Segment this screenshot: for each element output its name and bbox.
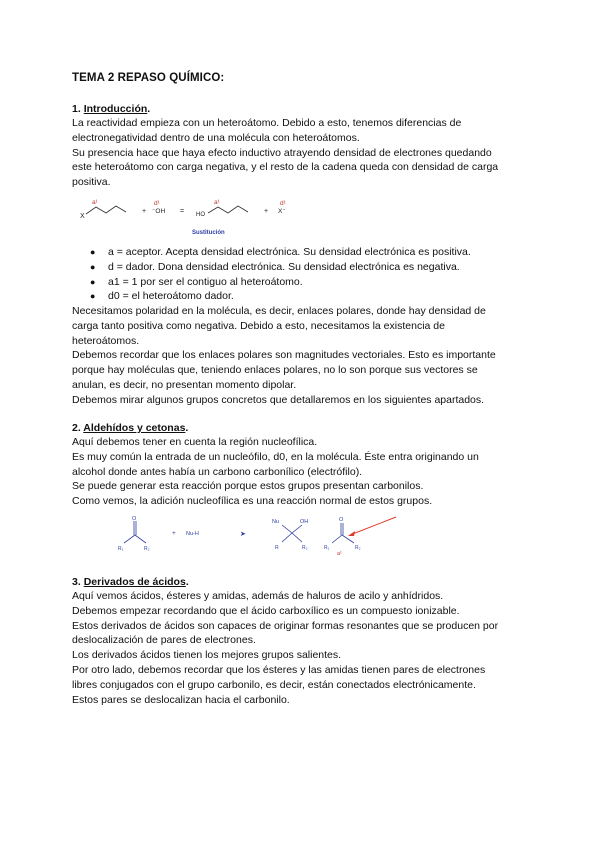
section-title-suffix: . xyxy=(147,103,151,115)
section-1-paragraph-b xyxy=(72,304,532,408)
list-item: ● a1 = 1 por ser el contiguo al heteroátomo. xyxy=(90,275,303,288)
text-line: Por otro lado, debemos recordar que los ésteres y las amidas tienen pares de electrones xyxy=(72,663,486,676)
text-line: heteroátomos. xyxy=(72,334,140,347)
text-line: Debemos empezar recordando que el ácido carboxílico es un compuesto ionizable. xyxy=(72,604,460,617)
label-d1-2: d¹ xyxy=(280,200,286,207)
product-label-a1: a¹ xyxy=(214,199,220,206)
section-1-heading xyxy=(72,103,150,115)
section-1-paragraph-a xyxy=(72,116,532,190)
text-line: Debemos mirar algunos grupos concretos que detallaremos en los siguientes apartados. xyxy=(72,393,485,406)
bullet-icon: ● xyxy=(90,247,96,257)
addition-product xyxy=(282,525,302,542)
bullet-icon: ● xyxy=(90,291,96,302)
carbonyl-with-arrow xyxy=(332,523,354,543)
text-line: Su presencia hace que haya efecto inductivo atrayendo densidad de electrones quedando xyxy=(72,146,492,159)
text-line: Debemos recordar que los enlaces polares son magnitudes vectoriales. Esto es importante xyxy=(72,349,496,362)
text-line: libres conjugados con el grupo carbonilo, es decir, están conectados electrónicamente. xyxy=(72,678,476,691)
text-line: Aquí debemos tener en cuenta la región nucleofílica. xyxy=(72,436,318,448)
section-title: Introducción xyxy=(83,103,148,115)
product-chain xyxy=(208,206,248,213)
text-line: Como vemos, la adición nucleofílica es una reacción normal de estos grupos. xyxy=(72,495,433,508)
section-title: Aldehídos y cetonas xyxy=(83,422,186,434)
section-3-heading xyxy=(72,576,189,588)
text-line: alcohol donde antes había un carbono carbonílico (electrófilo). xyxy=(72,465,363,478)
text-line: Estos pares se deslocalizan hacia el carbonilo. xyxy=(72,693,290,706)
red-arrow-head xyxy=(348,531,355,536)
text-line: electronegatividad dentro de una molécula con heteroátomos. xyxy=(72,131,360,144)
section-3-paragraph xyxy=(72,589,532,707)
section-2-heading xyxy=(72,422,188,434)
plus-sign-2: + xyxy=(264,208,269,215)
oxygen-label-2: O xyxy=(339,517,344,523)
section-title-suffix: . xyxy=(185,576,189,588)
carbonyl-reactant xyxy=(124,521,146,543)
list-item: ● d = dador. Dona densidad electrónica. Su densidad electrónica es negativa. xyxy=(90,260,460,273)
r2-label: R₂ xyxy=(144,546,150,552)
page-title: TEMA 2 REPASO QUÍMICO: xyxy=(72,72,225,84)
nucleophile-label: Nu-H xyxy=(186,531,199,537)
text-line: Se puede generar esta reacción porque estos grupos presentan carbonilos. xyxy=(72,480,424,493)
reaction-arrow-icon: ➤ xyxy=(240,531,246,538)
label-a1: a¹ xyxy=(92,199,98,206)
r1-label: R₁ xyxy=(118,546,124,552)
oh-label: OH xyxy=(300,519,309,525)
section-2-paragraph xyxy=(72,435,532,509)
r1-label-2: R₁ xyxy=(324,545,330,551)
text-line: La reactividad empieza con un heteroátomo. Debido a esto, tenemos diferencias de xyxy=(72,117,462,129)
text-line: Estos derivados de ácidos son capaces de originar formas resonantes que se producen por xyxy=(72,619,499,632)
text-line: positiva. xyxy=(72,176,111,189)
leaving-group: X⁻ xyxy=(278,208,286,215)
list-item: ● d0 = el heteroátomo dador. xyxy=(90,290,234,303)
bullet-icon: ● xyxy=(90,261,96,272)
section-title: Derivados de ácidos xyxy=(83,576,186,588)
text-line: Es muy común la entrada de un nucleófilo, d0, en la molécula. Éste entra originando un xyxy=(72,450,479,463)
equals-sign: = xyxy=(180,208,185,215)
text-line: porque hay moléculas que, teniendo enlaces polares, no lo son porque sus vectores se xyxy=(72,364,478,377)
plus-sign: + xyxy=(172,530,176,537)
substitution-reaction-figure xyxy=(78,196,308,242)
text-line: Aquí vemos ácidos, ésteres y amidas, además de haluros de acilo y anhídridos. xyxy=(72,590,444,602)
section-number: 1. xyxy=(72,103,81,115)
reactant-chain xyxy=(86,206,126,214)
r2-product-label: R₂ xyxy=(302,545,308,551)
text-line: anulan, es decir, no presentan momento dipolar. xyxy=(72,378,297,391)
section-number: 2. xyxy=(72,422,81,434)
text-line: deslocalización de pares de electrones. xyxy=(72,634,256,647)
text-line: Necesitamos polaridad en la molécula, es decir, enlaces polares, donde hay densidad de xyxy=(72,305,486,317)
text-line: Los derivados ácidos tienen los mejores grupos salientes. xyxy=(72,649,342,662)
red-arrow-icon xyxy=(350,517,396,535)
nucleophilic-addition-figure xyxy=(112,513,402,565)
label-d1: d¹ xyxy=(154,200,160,207)
text-line: carga tanto positiva como negativa. Debido a esto, necesitamos la existencia de xyxy=(72,319,445,332)
r-label: R xyxy=(275,545,279,551)
section-number: 3. xyxy=(72,576,81,588)
section-title-suffix: . xyxy=(185,422,189,434)
hydroxide: ⁻OH xyxy=(152,208,166,215)
figure-caption: Sustitución xyxy=(192,230,225,236)
bullet-icon: ● xyxy=(90,276,96,287)
product-ho: HO xyxy=(196,212,205,218)
nu-label: Nu xyxy=(272,519,280,525)
r2-label-2: R₂ xyxy=(355,545,361,551)
list-item: ● a = aceptor. Acepta densidad electrónica. Su densidad electrónica es positiva. xyxy=(90,246,471,258)
text-line: este heteroátomo con carga negativa, y el resto de la cadena queda con densidad de carga xyxy=(72,161,499,174)
plus-sign: + xyxy=(142,208,147,215)
section-1-bullet-list xyxy=(90,245,471,304)
oxygen-label: O xyxy=(132,516,137,522)
label-a1-carbonyl: a¹ xyxy=(337,551,342,557)
reactant-x: X xyxy=(80,213,85,220)
